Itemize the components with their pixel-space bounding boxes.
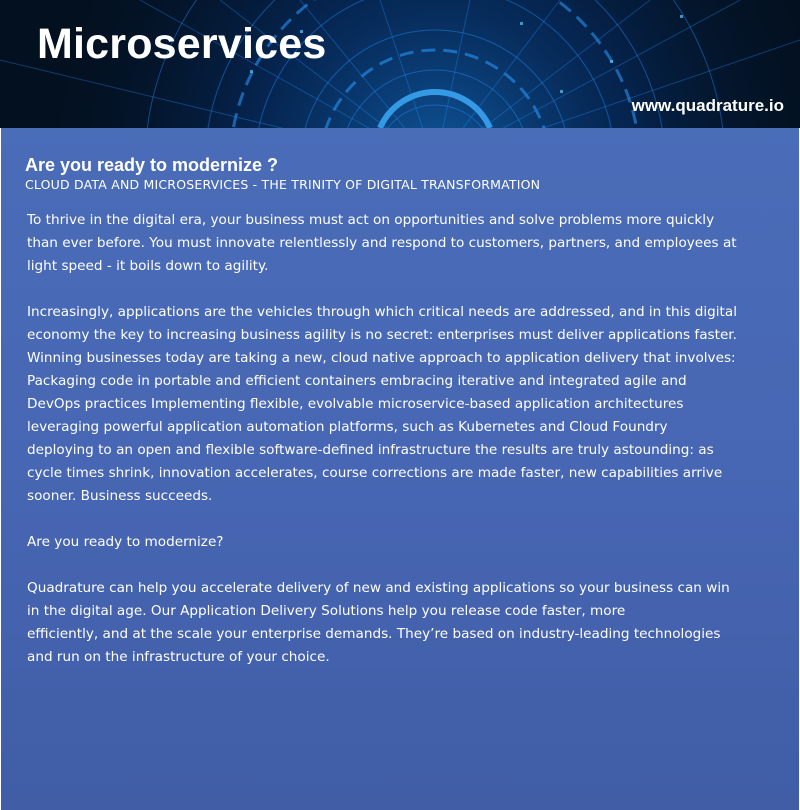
sub-heading: CLOUD DATA AND MICROSERVICES - THE TRINITY OF DIGITAL TRANSFORMATION	[25, 177, 541, 192]
content-body	[25, 154, 755, 669]
header-banner	[0, 0, 800, 128]
paragraph-question: Are you ready to modernize?	[27, 534, 224, 550]
paragraph-cloud-native: Increasingly, applications are the vehicles through which critical needs are addressed, and in this digital economy the key to increasing business agility is no secret: enterprises must deliver applications faster. Winning businesses today are taking a new, cloud native approach to application delivery that involves: Packaging code in portable and efficient containers embracing iterative and integrated agile and DevOps practices Implementing flexible, evolvable microservice-based application architectures leveraging powerful application automation platforms, such as Kubernetes and Cloud Foundry deploying to an open and flexible software-defined infrastructure the results are truly astounding: as cycle times shrink, innovation accelerates, course corrections are made faster, new capabilities arrive sooner. Business succeeds.	[27, 304, 737, 504]
website-url-link[interactable]: www.quadrature.io	[631, 96, 784, 115]
site-title: Microservices	[37, 20, 327, 68]
content-panel	[1, 128, 799, 810]
main-heading: Are you ready to modernize ?	[25, 155, 279, 175]
paragraph-agility: To thrive in the digital era, your business must act on opportunities and solve problems more quickly than ever before. You must innovate relentlessly and respond to customers, partners, and employees at light speed - it boils down to agility.	[27, 212, 737, 274]
paragraph-quadrature: Quadrature can help you accelerate delivery of new and existing applications so your business can win in the digital age. Our Application Delivery Solutions help you release code faster, more efficiently, and at the scale your enterprise demands. They’re based on industry-leading technologies and run on the infrastructure of your choice.	[27, 580, 730, 665]
